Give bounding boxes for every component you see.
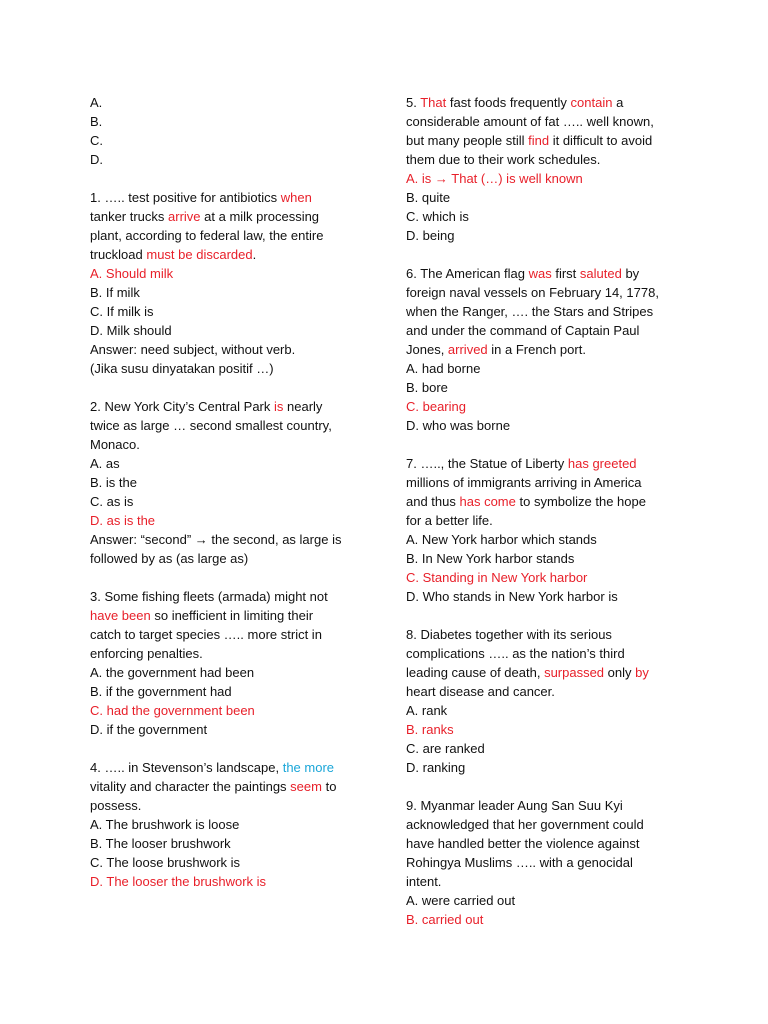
text-line: [90, 777, 382, 796]
text-segment: for a better life.: [406, 513, 493, 528]
text-segment: truckload: [90, 247, 147, 262]
text-line: [90, 473, 382, 492]
highlighted-text: C. Standing in New York harbor: [406, 570, 588, 585]
text-segment: only: [604, 665, 636, 680]
text-line: [90, 150, 382, 169]
text-segment: Jones,: [406, 342, 448, 357]
text-segment: B. In New York harbor stands: [406, 551, 575, 566]
text-line: [90, 815, 382, 834]
text-segment: D.: [90, 152, 103, 167]
text-segment: followed by as (as large as): [90, 551, 249, 566]
text-segment: leading cause of death,: [406, 665, 545, 680]
text-segment: A. had borne: [406, 361, 481, 376]
text-line: [90, 226, 382, 245]
highlighted-text: D. The looser the brushwork is: [90, 874, 267, 889]
text-segment: foreign naval vessels on February 14, 1778,: [406, 285, 659, 300]
text-line: [90, 359, 382, 378]
text-segment: complications ….. as the nation’s third: [406, 646, 625, 661]
text-line: [406, 568, 698, 587]
highlighted-text: That (…) is well known: [447, 171, 583, 186]
text-line: [406, 340, 698, 359]
text-segment: B. If milk: [90, 285, 140, 300]
text-segment: A. as: [90, 456, 120, 471]
text-line: [90, 625, 382, 644]
highlighted-text: the more: [282, 760, 335, 775]
text-line: [90, 492, 382, 511]
text-segment: Answer: “second”: [90, 532, 195, 547]
text-line: [90, 264, 382, 283]
text-line: [406, 549, 698, 568]
highlighted-text: C. bearing: [406, 399, 466, 414]
text-line: [406, 492, 698, 511]
text-segment: 2. New York City’s Central Park: [90, 399, 274, 414]
highlighted-text: is: [274, 399, 284, 414]
text-segment: when the Ranger, …. the Stars and Stripes: [406, 304, 654, 319]
text-line: [90, 416, 382, 435]
text-segment: acknowledged that her government could: [406, 817, 644, 832]
text-segment: C.: [90, 133, 103, 148]
text-line: [90, 587, 382, 606]
text-line: [406, 720, 698, 739]
text-segment: to symbolize the hope: [515, 494, 646, 509]
text-line: [406, 511, 698, 530]
text-segment: to: [321, 779, 337, 794]
text-line: [406, 663, 698, 682]
text-line: [90, 302, 382, 321]
highlighted-text: was: [528, 266, 552, 281]
text-segment: have handled better the violence against: [406, 836, 640, 851]
highlighted-text: D. as is the: [90, 513, 156, 528]
text-segment: enforcing penalties.: [90, 646, 203, 661]
text-line: [90, 283, 382, 302]
text-segment: B. is the: [90, 475, 137, 490]
highlighted-text: arrive: [168, 209, 201, 224]
text-segment: D. ranking: [406, 760, 466, 775]
highlighted-text: C. had the government been: [90, 703, 255, 718]
text-line: [90, 454, 382, 473]
text-segment: fast foods frequently: [446, 95, 571, 110]
text-line: [90, 188, 382, 207]
text-line: [90, 207, 382, 226]
text-line: [406, 796, 698, 815]
paragraph-gap: [90, 739, 382, 758]
text-line: [406, 701, 698, 720]
text-line: [406, 264, 698, 283]
text-segment: 9. Myanmar leader Aung San Suu Kyi: [406, 798, 623, 813]
text-line: [406, 644, 698, 663]
text-line: [90, 131, 382, 150]
right-arrow-icon: →: [194, 532, 208, 547]
highlighted-text: when: [280, 190, 312, 205]
text-segment: but many people still: [406, 133, 529, 148]
text-segment: a: [612, 95, 624, 110]
text-line: [90, 93, 382, 112]
text-line: [406, 473, 698, 492]
highlighted-text: surpassed: [544, 665, 605, 680]
text-line: [406, 226, 698, 245]
text-segment: intent.: [406, 874, 442, 889]
highlighted-text: has greeted: [567, 456, 637, 471]
paragraph-gap: [406, 606, 698, 625]
highlighted-text: saluted: [579, 266, 622, 281]
highlighted-text: contain: [570, 95, 613, 110]
text-line: [90, 720, 382, 739]
text-segment: A. The brushwork is loose: [90, 817, 240, 832]
text-line: [406, 530, 698, 549]
text-segment: millions of immigrants arriving in America: [406, 475, 642, 490]
text-line: [406, 891, 698, 910]
text-segment: D. who was borne: [406, 418, 511, 433]
text-line: [90, 511, 382, 530]
text-segment: possess.: [90, 798, 142, 813]
text-line: [406, 910, 698, 929]
text-line: [406, 815, 698, 834]
text-line: [90, 796, 382, 815]
text-segment: B.: [90, 114, 103, 129]
text-line: [406, 834, 698, 853]
highlighted-text: have been: [90, 608, 151, 623]
text-segment: at a milk processing: [200, 209, 320, 224]
text-segment: twice as large … second smallest country,: [90, 418, 332, 433]
text-segment: so inefficient in limiting their: [150, 608, 314, 623]
text-segment: D. Milk should: [90, 323, 172, 338]
text-line: [90, 549, 382, 568]
paragraph-gap: [90, 378, 382, 397]
text-segment: (Jika susu dinyatakan positif …): [90, 361, 274, 376]
text-segment: .: [252, 247, 257, 262]
text-segment: 4. ….. in Stevenson’s landscape,: [90, 760, 283, 775]
highlighted-text: must be discarded: [146, 247, 253, 262]
right-column: [406, 93, 698, 929]
text-segment: C. are ranked: [406, 741, 485, 756]
text-segment: nearly: [283, 399, 323, 414]
text-line: [90, 834, 382, 853]
text-segment: D. Who stands in New York harbor is: [406, 589, 618, 604]
text-line: [406, 416, 698, 435]
text-line: [406, 321, 698, 340]
highlighted-text: A. Should milk: [90, 266, 174, 281]
text-segment: C. as is: [90, 494, 134, 509]
text-segment: and thus: [406, 494, 460, 509]
highlighted-text: find: [528, 133, 550, 148]
left-column: [90, 93, 382, 891]
text-segment: them due to their work schedules.: [406, 152, 601, 167]
text-segment: C. If milk is: [90, 304, 154, 319]
text-segment: 1. ….. test positive for antibiotics: [90, 190, 281, 205]
text-line: [406, 454, 698, 473]
text-segment: 3. Some fishing fleets (armada) might not: [90, 589, 328, 604]
text-segment: D. if the government: [90, 722, 208, 737]
text-line: [406, 131, 698, 150]
text-line: [90, 530, 382, 549]
text-segment: C. which is: [406, 209, 469, 224]
text-line: [90, 321, 382, 340]
text-line: [406, 587, 698, 606]
text-line: [406, 378, 698, 397]
text-segment: B. if the government had: [90, 684, 232, 699]
text-segment: D. being: [406, 228, 455, 243]
text-segment: and under the command of Captain Paul: [406, 323, 640, 338]
text-segment: heart disease and cancer.: [406, 684, 555, 699]
text-segment: 8. Diabetes together with its serious: [406, 627, 612, 642]
text-line: [90, 853, 382, 872]
highlighted-text: by: [635, 665, 649, 680]
highlighted-text: B. carried out: [406, 912, 484, 927]
text-segment: tanker trucks: [90, 209, 169, 224]
text-line: [406, 93, 698, 112]
text-line: [406, 169, 698, 188]
text-line: [90, 758, 382, 777]
text-segment: C. The loose brushwork is: [90, 855, 241, 870]
text-line: [406, 872, 698, 891]
text-segment: A. the government had been: [90, 665, 255, 680]
text-line: [406, 739, 698, 758]
text-line: [90, 644, 382, 663]
text-segment: catch to target species ….. more strict in: [90, 627, 322, 642]
text-segment: it difficult to avoid: [549, 133, 653, 148]
paragraph-gap: [406, 245, 698, 264]
paragraph-gap: [90, 169, 382, 188]
text-line: [90, 245, 382, 264]
highlighted-text: B. ranks: [406, 722, 454, 737]
text-line: [406, 853, 698, 872]
text-line: [406, 359, 698, 378]
highlighted-text: A. is: [406, 171, 435, 186]
text-segment: in a French port.: [487, 342, 586, 357]
paragraph-gap: [406, 777, 698, 796]
text-line: [406, 207, 698, 226]
right-arrow-icon: →: [434, 171, 448, 186]
text-segment: by: [621, 266, 640, 281]
text-line: [90, 682, 382, 701]
text-line: [406, 758, 698, 777]
paragraph-gap: [90, 568, 382, 587]
text-line: [90, 112, 382, 131]
highlighted-text: seem: [290, 779, 322, 794]
paragraph-gap: [406, 435, 698, 454]
text-line: [406, 302, 698, 321]
text-line: [90, 701, 382, 720]
text-line: [90, 663, 382, 682]
text-segment: A. New York harbor which stands: [406, 532, 597, 547]
text-segment: vitality and character the paintings: [90, 779, 291, 794]
text-segment: 5.: [406, 95, 421, 110]
text-segment: first: [551, 266, 580, 281]
text-segment: Rohingya Muslims ….. with a genocidal: [406, 855, 633, 870]
text-line: [406, 112, 698, 131]
text-line: [90, 435, 382, 454]
text-line: [406, 682, 698, 701]
text-segment: A.: [90, 95, 103, 110]
highlighted-text: has come: [459, 494, 516, 509]
text-segment: 6. The American flag: [406, 266, 529, 281]
text-segment: Monaco.: [90, 437, 140, 452]
text-segment: B. The looser brushwork: [90, 836, 231, 851]
text-line: [90, 606, 382, 625]
text-line: [90, 872, 382, 891]
text-segment: A. rank: [406, 703, 448, 718]
highlighted-text: arrived: [447, 342, 488, 357]
text-segment: considerable amount of fat ….. well known,: [406, 114, 654, 129]
text-segment: B. bore: [406, 380, 448, 395]
text-segment: Answer: need subject, without verb.: [90, 342, 296, 357]
text-line: [406, 150, 698, 169]
text-line: [406, 188, 698, 207]
text-segment: A. were carried out: [406, 893, 516, 908]
text-segment: 7. ….., the Statue of Liberty: [406, 456, 568, 471]
text-line: [406, 625, 698, 644]
text-line: [406, 397, 698, 416]
text-line: [406, 283, 698, 302]
text-line: [90, 340, 382, 359]
text-segment: plant, according to federal law, the entire: [90, 228, 324, 243]
highlighted-text: That: [420, 95, 447, 110]
text-segment: B. quite: [406, 190, 451, 205]
text-line: [90, 397, 382, 416]
text-segment: the second, as large is: [207, 532, 342, 547]
